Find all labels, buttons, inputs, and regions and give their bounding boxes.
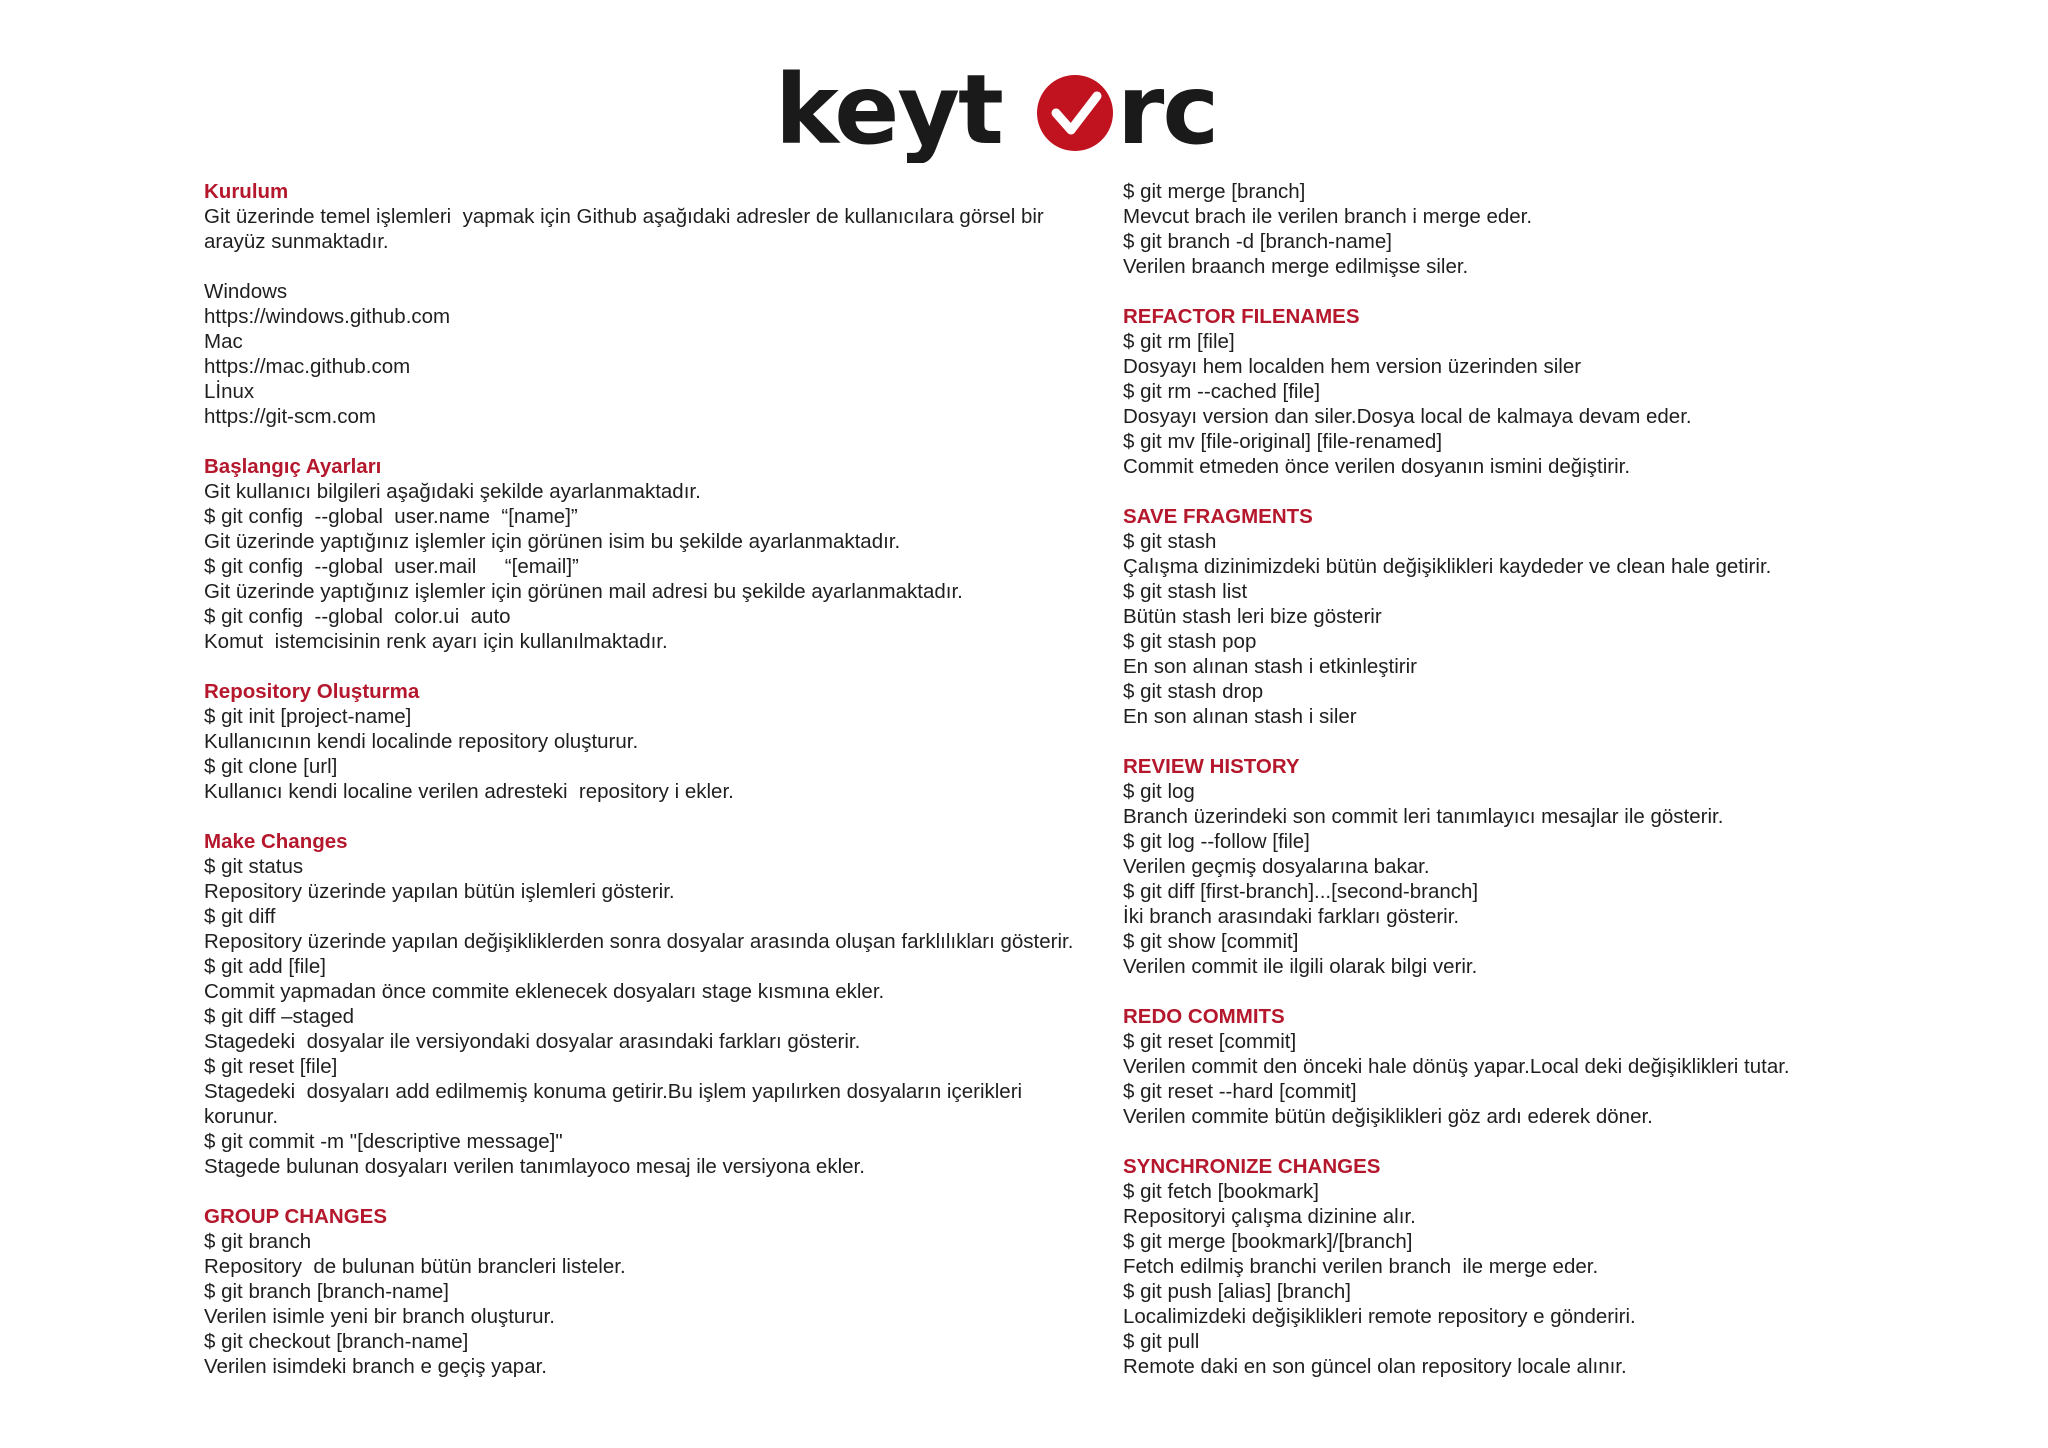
command-line: $ git status xyxy=(204,855,304,878)
text-line: Kullanıcı kendi localine verilen adresteki repository i ekler. xyxy=(204,780,734,803)
text-line: Mevcut brach ile verilen branch i merge eder. xyxy=(1123,205,1533,228)
section xyxy=(204,179,1084,429)
text-line: Repositoryi çalışma dizinine alır. xyxy=(1123,1205,1416,1228)
right-column xyxy=(1123,179,2003,1404)
command-line: $ git init [project-name] xyxy=(204,705,412,728)
command-line: $ git rm [file] xyxy=(1123,330,1235,353)
command-line: $ git reset --hard [commit] xyxy=(1123,1080,1357,1103)
section xyxy=(204,454,1084,654)
text-line: Windows xyxy=(204,280,288,303)
command-line: $ git push [alias] [branch] xyxy=(1123,1280,1351,1303)
command-line: $ git stash drop xyxy=(1123,680,1264,703)
section-title: Kurulum xyxy=(204,180,289,203)
logo-text-rc: rc xyxy=(1117,63,1218,163)
text-line: Bütün stash leri bize gösterir xyxy=(1123,605,1382,628)
section-title: REDO COMMITS xyxy=(1123,1005,1285,1028)
section xyxy=(204,829,1084,1179)
command-line: $ git add [file] xyxy=(204,955,326,978)
command-line: $ git pull xyxy=(1123,1330,1200,1353)
section-title: Başlangıç Ayarları xyxy=(204,455,382,478)
command-line: $ git fetch [bookmark] xyxy=(1123,1180,1319,1203)
text-line: Commit etmeden önce verilen dosyanın ismini değiştirir. xyxy=(1123,455,1631,478)
left-column xyxy=(204,179,1084,1404)
text-line: Dosyayı hem localden hem version üzerinden siler xyxy=(1123,355,1582,378)
command-line: $ git reset [file] xyxy=(204,1055,338,1078)
command-line: $ git diff xyxy=(204,905,276,928)
command-line: $ git merge [branch] xyxy=(1123,180,1306,203)
text-line: https://mac.github.com xyxy=(204,355,411,378)
text-line: Git kullanıcı bilgileri aşağıdaki şekilde ayarlanmaktadır. xyxy=(204,480,701,503)
section xyxy=(1123,304,2003,479)
logo-text-key: keyt xyxy=(775,63,1002,163)
command-line: $ git clone [url] xyxy=(204,755,338,778)
section xyxy=(1123,754,2003,979)
spacer xyxy=(204,254,1084,279)
command-line: $ git diff [first-branch]...[second-branch] xyxy=(1123,880,1479,903)
text-line: Branch üzerindeki son commit leri tanımlayıcı mesajlar ile gösterir. xyxy=(1123,805,1724,828)
text-line: Komut istemcisinin renk ayarı için kullanılmaktadır. xyxy=(204,630,668,653)
text-line: Kullanıcının kendi localinde repository oluşturur. xyxy=(204,730,639,753)
text-line: Verilen braanch merge edilmişse siler. xyxy=(1123,255,1469,278)
command-line: $ git config --global user.mail “[email]” xyxy=(204,555,579,578)
command-line: $ git branch -d [branch-name] xyxy=(1123,230,1392,253)
command-line: $ git stash xyxy=(1123,530,1217,553)
section xyxy=(1123,1154,2003,1379)
text-line: Verilen geçmiş dosyalarına bakar. xyxy=(1123,855,1430,878)
section-title: REVIEW HISTORY xyxy=(1123,755,1300,778)
command-line: $ git commit -m "[descriptive message]" xyxy=(204,1130,563,1153)
command-line: $ git show [commit] xyxy=(1123,930,1299,953)
text-line: Verilen isimdeki branch e geçiş yapar. xyxy=(204,1355,547,1378)
command-line: $ git stash pop xyxy=(1123,630,1257,653)
text-line: Localimizdeki değişiklikleri remote repository e gönderiri. xyxy=(1123,1305,1636,1328)
command-line: $ git config --global color.ui auto xyxy=(204,605,511,628)
text-line: Mac xyxy=(204,330,243,353)
section xyxy=(1123,504,2003,729)
section xyxy=(1123,179,2003,279)
section xyxy=(204,679,1084,804)
section xyxy=(204,1204,1084,1379)
section xyxy=(1123,1004,2003,1129)
text-line: https://windows.github.com xyxy=(204,305,451,328)
text-line: Verilen isimle yeni bir branch oluşturur. xyxy=(204,1305,555,1328)
text-line: Repository de bulunan bütün brancleri listeler. xyxy=(204,1255,626,1278)
section-title: Repository Oluşturma xyxy=(204,680,420,703)
command-line: $ git config --global user.name “[name]” xyxy=(204,505,578,528)
text-line: Repository üzerinde yapılan bütün işlemleri gösterir. xyxy=(204,880,675,903)
section-title: Make Changes xyxy=(204,830,348,853)
text-line: Verilen commit ile ilgili olarak bilgi verir. xyxy=(1123,955,1478,978)
command-line: $ git merge [bookmark]/[branch] xyxy=(1123,1230,1413,1253)
text-line: Verilen commite bütün değişiklikleri göz ardı ederek döner. xyxy=(1123,1105,1653,1128)
text-line: Remote daki en son güncel olan repository locale alınır. xyxy=(1123,1355,1627,1378)
text-line: Dosyayı version dan siler.Dosya local de kalmaya devam eder. xyxy=(1123,405,1692,428)
text-line: Stagede bulunan dosyaları verilen tanımlayoco mesaj ile versiyona ekler. xyxy=(204,1155,865,1178)
command-line: $ git reset [commit] xyxy=(1123,1030,1297,1053)
text-line: Çalışma dizinimizdeki bütün değişiklikleri kaydeder ve clean hale getirir. xyxy=(1123,555,1772,578)
command-line: $ git branch xyxy=(204,1230,312,1253)
text-line: https://git-scm.com xyxy=(204,405,377,428)
section-title: SYNCHRONIZE CHANGES xyxy=(1123,1155,1381,1178)
command-line: $ git mv [file-original] [file-renamed] xyxy=(1123,430,1443,453)
section-title: SAVE FRAGMENTS xyxy=(1123,505,1313,528)
text-line: Stagedeki dosyalar ile versiyondaki dosyalar arasındaki farkları gösterir. xyxy=(204,1030,861,1053)
command-line: $ git branch [branch-name] xyxy=(204,1280,449,1303)
command-line: $ git stash list xyxy=(1123,580,1248,603)
text-line: Commit yapmadan önce commite eklenecek dosyaları stage kısmına ekler. xyxy=(204,980,885,1003)
section-title: GROUP CHANGES xyxy=(204,1205,388,1228)
text-line: En son alınan stash i etkinleştirir xyxy=(1123,655,1417,678)
command-line: $ git log --follow [file] xyxy=(1123,830,1310,853)
command-line: $ git log xyxy=(1123,780,1195,803)
command-line: $ git diff –staged xyxy=(204,1005,355,1028)
text-line: Fetch edilmiş branchi verilen branch ile merge eder. xyxy=(1123,1255,1599,1278)
command-line: $ git checkout [branch-name] xyxy=(204,1330,469,1353)
text-line: İki branch arasındaki farkları gösterir. xyxy=(1123,905,1460,928)
text-line: Lİnux xyxy=(204,380,255,403)
command-line: $ git rm --cached [file] xyxy=(1123,380,1321,403)
text-line: Stagedeki dosyaları add edilmemiş konuma getirir.Bu işlem yapılırken dosyaların içerikleri korunur. xyxy=(204,1080,1028,1128)
text-line: Git üzerinde yaptığınız işlemler için görünen mail adresi bu şekilde ayarlanmaktadır. xyxy=(204,580,963,603)
text-line: Verilen commit den önceki hale dönüş yapar.Local deki değişiklikleri tutar. xyxy=(1123,1055,1790,1078)
text-line: Repository üzerinde yapılan değişikliklerden sonra dosyalar arasında oluşan farklılıkları gösterir. xyxy=(204,930,1074,953)
keytorc-logo xyxy=(775,63,1275,163)
section-title: REFACTOR FILENAMES xyxy=(1123,305,1360,328)
logo-check-circle xyxy=(1037,75,1113,151)
text-line: En son alınan stash i siler xyxy=(1123,705,1357,728)
text-line: Git üzerinde temel işlemleri yapmak için Github aşağıdaki adresler de kullanıcılara görsel bir arayüz sunmaktadır. xyxy=(204,205,1050,253)
text-line: Git üzerinde yaptığınız işlemler için görünen isim bu şekilde ayarlanmaktadır. xyxy=(204,530,901,553)
